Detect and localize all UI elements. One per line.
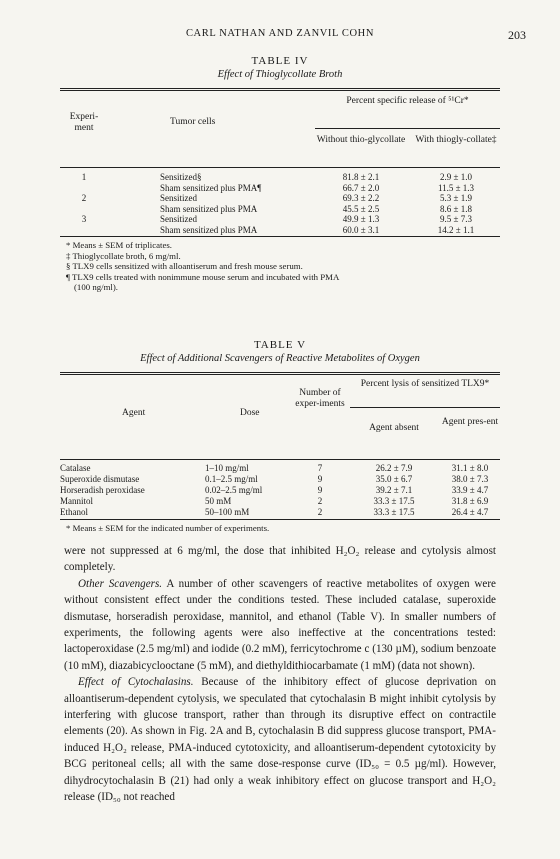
column-header-without: Without thio-glycollate — [316, 135, 406, 145]
paragraph — [64, 674, 496, 805]
table-row: Horseradish peroxidase 0.02–2.5 mg/ml 9 39.2 ± 7.1 33.9 ± 4.7 — [60, 485, 489, 495]
table-row: Ethanol 50–100 mM 2 33.3 ± 17.5 26.4 ± 4.7 — [60, 507, 489, 517]
table-row: 3 Sensitized 49.9 ± 1.3 9.5 ± 7.3 — [81, 214, 472, 224]
column-header-agent: Agent — [122, 408, 146, 418]
paragraph — [64, 576, 496, 674]
table-row: Catalase 1–10 mg/ml 7 26.2 ± 7.9 31.1 ± 8.0 — [60, 463, 489, 473]
column-header-with: With thiogly-collate‡ — [415, 135, 497, 145]
column-header-dose: Dose — [240, 408, 260, 418]
column-group-header: Percent lysis of sensitized TLX9* — [360, 379, 490, 389]
table-row: 2 Sensitized 69.3 ± 2.2 5.3 ± 1.9 — [81, 193, 472, 203]
paragraph: were not suppressed at 6 mg/ml, the dose that inhibited H₂O₂ release and cytolysis almost completely. — [64, 545, 496, 574]
column-header-tumor-cells: Tumor cells — [170, 117, 216, 127]
table-caption: Effect of Thioglycollate Broth — [217, 69, 343, 80]
page-header — [0, 28, 560, 44]
table-iv — [60, 55, 500, 293]
footnote: * Means ± SEM of triplicates. — [66, 240, 172, 250]
footnote: * Means ± SEM for the indicated number of experiments. — [66, 523, 270, 533]
page-number: 203 — [508, 28, 526, 42]
table-row: Sham sensitized plus PMA 60.0 ± 3.1 14.2 ± 1.1 — [160, 224, 475, 235]
table-footnotes — [60, 523, 500, 534]
paragraph-text: Because of the inhibitory effect of glucose deprivation on alloantiserum-dependent cytolysis, we speculated that cytochalasin B might inhibit cytolysis by interfering with glucose transport, rather than through its disruptive effect on contractile elements (20). As shown in Fig. 2A and B, cytochalasin B did suppress glucose transport, PMA-induced H₂O₂ release, PMA-induced cytotoxicity, and alloantiserum-dependent cytotoxicity by BCG peritoneal cells; all with the same dose-response curve (ID₅₀ = 0.5 µg/ml). However, dihydrocytochalasin B (21) had only a weak inhibitory effect on glucose transport and H₂O₂ release (ID₅₀ not reached — [64, 676, 496, 804]
table-label: TABLE V — [253, 339, 307, 351]
table-label: TABLE IV — [251, 55, 309, 67]
column-group-header: Percent specific release of ⁵¹Cr* — [346, 96, 469, 106]
run-in-heading: Effect of Cytochalasins. — [78, 676, 194, 689]
column-header-experiment: Experi-ment — [69, 112, 99, 133]
table-body — [60, 460, 500, 518]
group-rule — [350, 407, 500, 408]
table-v — [60, 339, 500, 534]
paragraph-text: A number of other scavengers of reactive metabolites of oxygen were without consistent effect under the conditions tested. These included catalase, superoxide dismutase, horseradish peroxidase, mannitol, and ethanol (Table V). In smaller numbers of experiments, the following agents were also ineffective at the concentrations tested: lactoperoxidase (2.5 mg/ml) and iodide (0.2 mM), ferricytochrome c (130 µM), sodium benzoate (10 mM), diazabicyclooctane (5 mM), and diethyldithiocarbamate (1 mM) (data not shown). — [64, 577, 496, 672]
column-header-agent-absent: Agent absent — [369, 423, 419, 433]
column-header-agent-present: Agent pres-ent — [441, 417, 499, 427]
table-row: Superoxide dismutase 0.1–2.5 mg/ml 9 35.0 ± 6.7 38.0 ± 7.3 — [60, 474, 489, 484]
running-head: CARL NATHAN AND ZANVIL COHN — [185, 28, 375, 39]
run-in-heading: Other Scavengers. — [78, 577, 163, 590]
footnote: ‡ Thioglycollate broth, 6 mg/ml. — [66, 250, 181, 261]
table-body — [60, 168, 500, 235]
table-header — [60, 375, 500, 459]
table-footnotes — [60, 240, 500, 293]
table-caption: Effect of Additional Scavengers of Reactive Metabolites of Oxygen — [140, 353, 420, 364]
bottom-rule — [60, 236, 500, 237]
footnote: ¶ TLX9 cells treated with nonimmune mouse serum and incubated with PMA — [66, 271, 340, 282]
table-row: Mannitol 50 mM 2 33.3 ± 17.5 31.8 ± 6.9 — [60, 496, 489, 506]
table-header — [60, 91, 500, 167]
footnote: (100 ng/ml). — [74, 282, 118, 292]
table-row: Sham sensitized plus PMA 45.5 ± 2.5 8.6 ± 1.8 — [160, 203, 472, 214]
table-row: Sham sensitized plus PMA¶ 66.7 ± 2.0 11.5 ± 1.3 — [160, 182, 475, 193]
body-text — [64, 543, 496, 806]
group-rule — [315, 128, 500, 129]
column-header-number: Number of exper-iments — [295, 388, 345, 409]
footnote: § TLX9 cells sensitized with alloantiserum and fresh mouse serum. — [66, 261, 303, 271]
bottom-rule — [60, 519, 500, 520]
table-row: 1 Sensitized§ 81.8 ± 2.1 2.9 ± 1.0 — [81, 172, 472, 182]
